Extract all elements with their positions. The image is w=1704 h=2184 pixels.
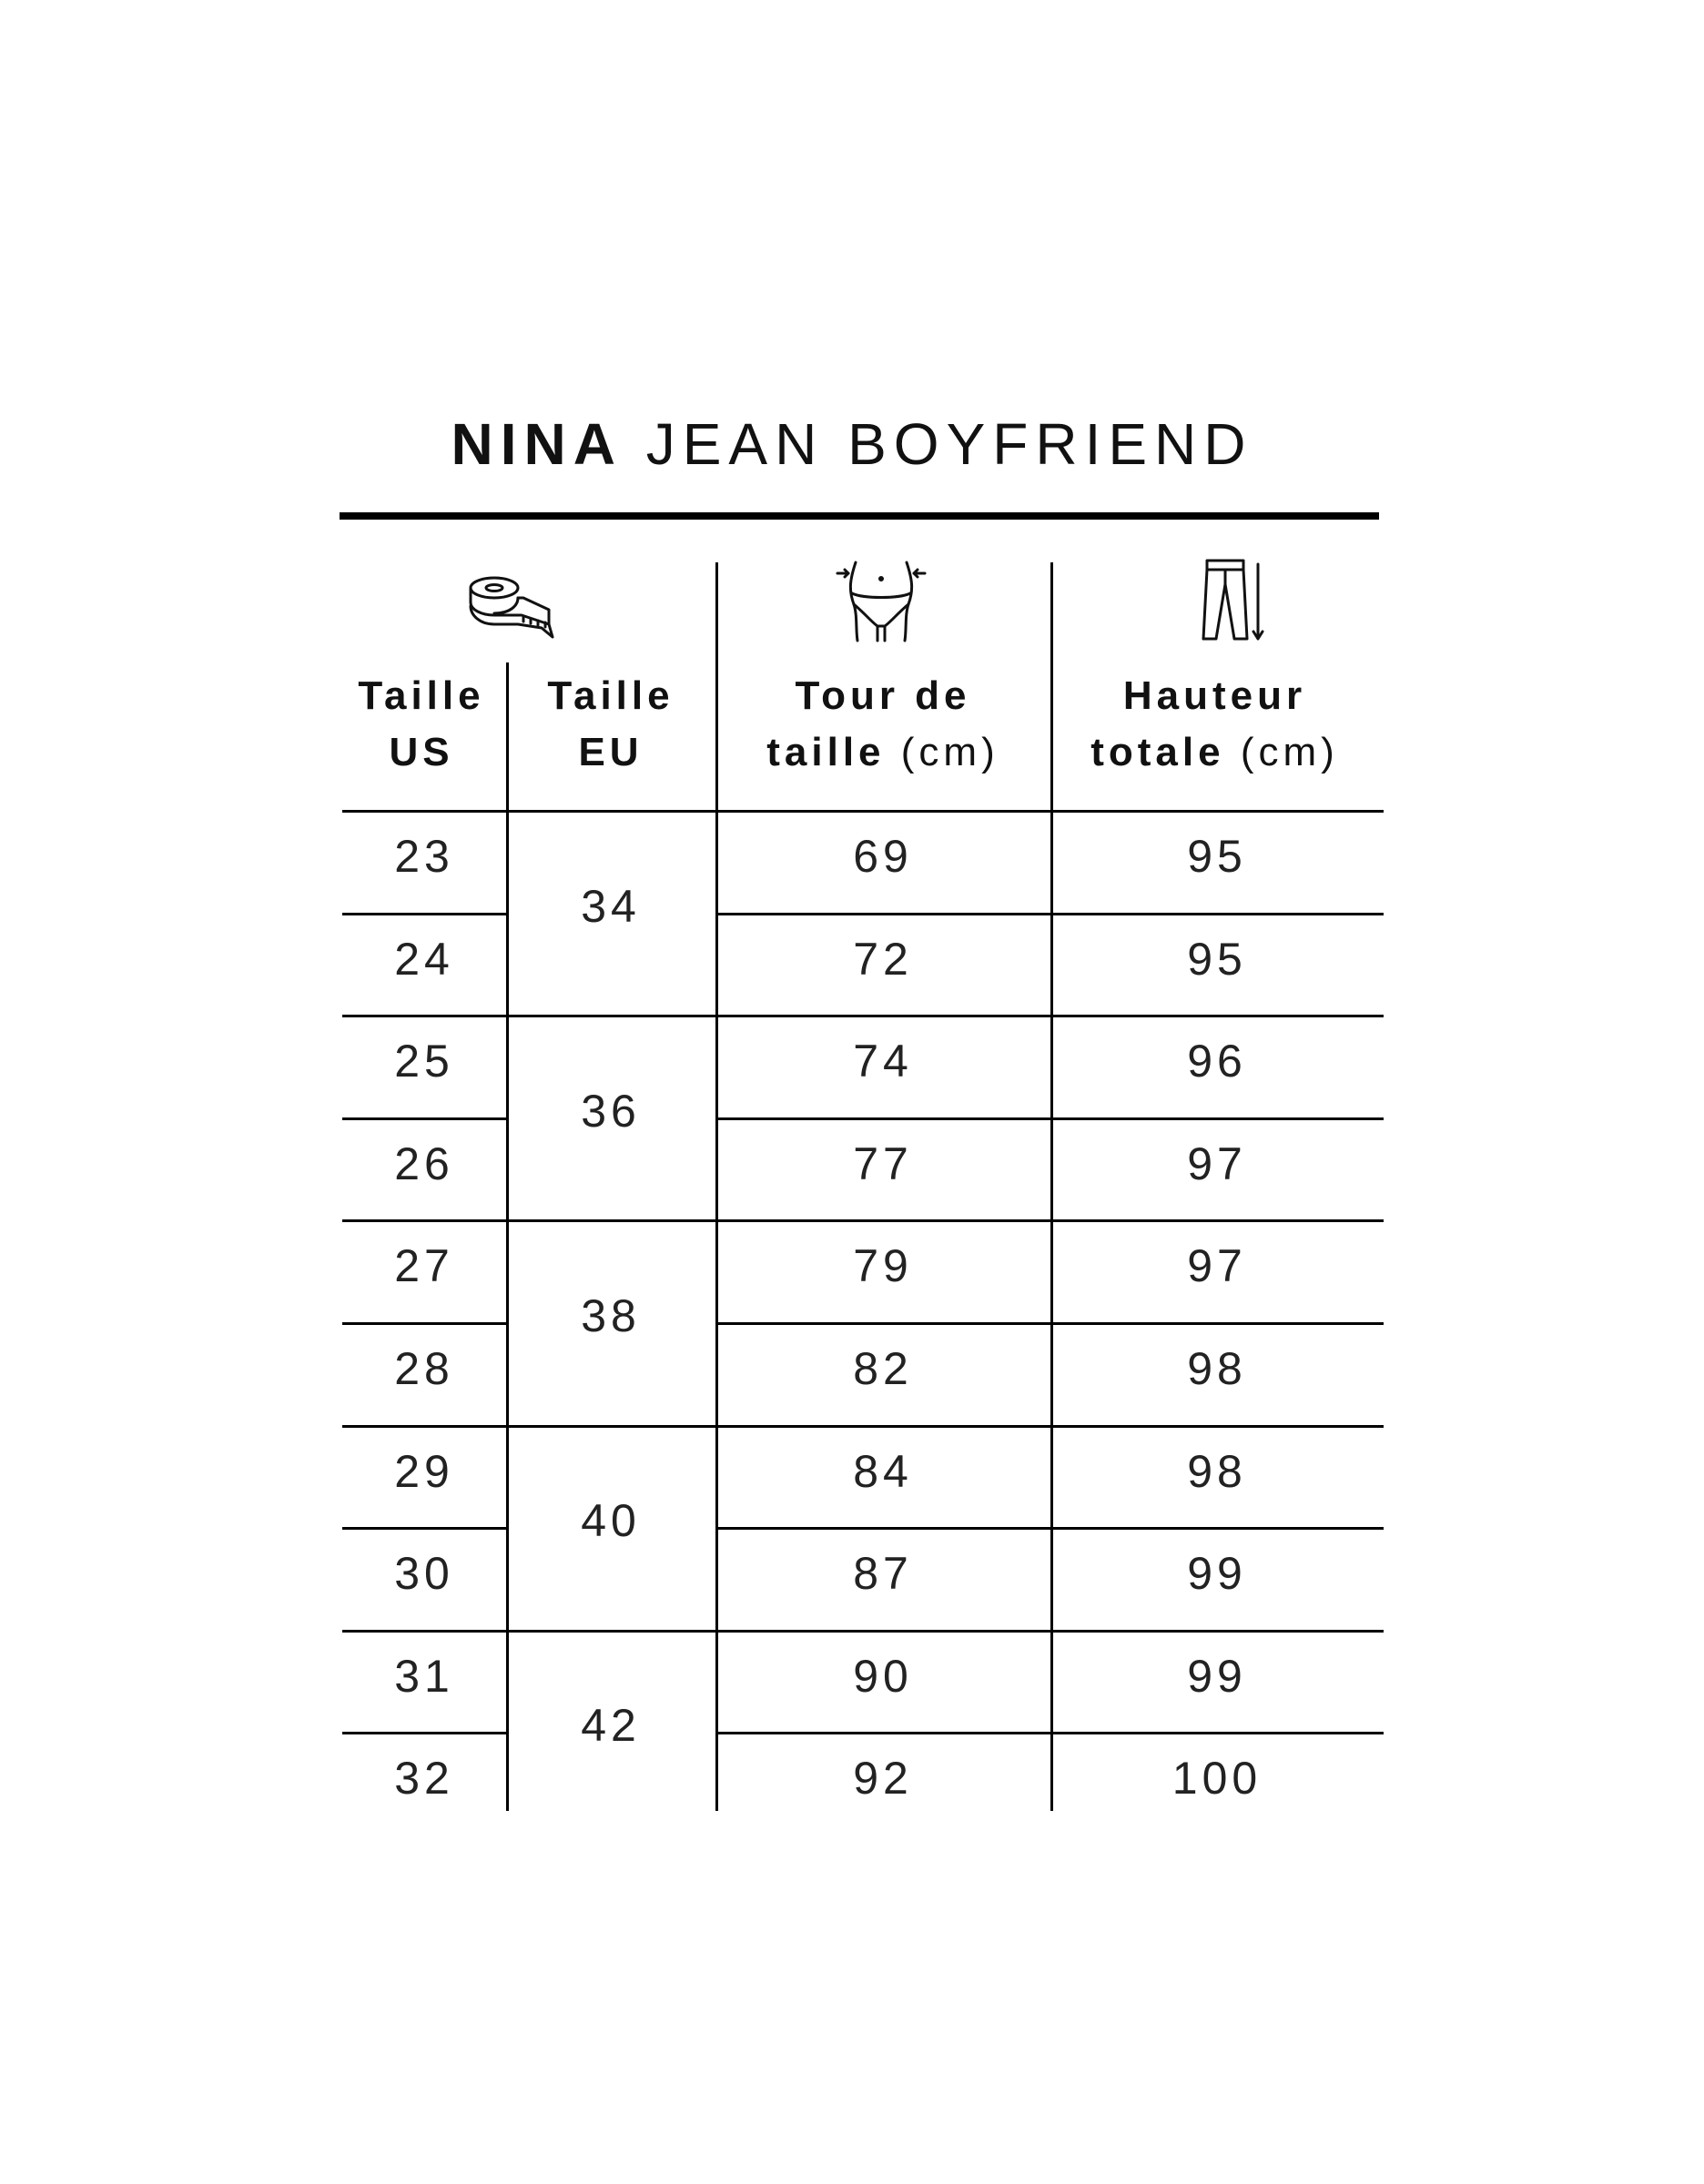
waist-cell: 69 bbox=[853, 831, 913, 882]
row-divider bbox=[342, 1322, 506, 1325]
size-us-cell: 26 bbox=[394, 1138, 454, 1189]
waist-cell: 84 bbox=[853, 1446, 913, 1497]
row-divider bbox=[715, 1322, 1384, 1325]
header-height-line1: Hauteur bbox=[1122, 673, 1307, 718]
size-us-cell: 25 bbox=[394, 1036, 454, 1087]
product-name: JEAN BOYFRIEND bbox=[645, 411, 1253, 477]
header-waist-unit: (cm) bbox=[900, 730, 999, 774]
header-taille-us bbox=[340, 668, 503, 781]
size-eu-cell: 34 bbox=[581, 881, 641, 932]
trousers-length-icon bbox=[1200, 557, 1265, 643]
row-divider bbox=[715, 1527, 1384, 1530]
height-cell: 98 bbox=[1187, 1446, 1247, 1497]
size-us-cell: 30 bbox=[394, 1548, 454, 1599]
height-cell: 99 bbox=[1187, 1548, 1247, 1599]
height-cell: 95 bbox=[1187, 831, 1247, 882]
row-divider bbox=[342, 810, 1384, 813]
row-divider bbox=[342, 1732, 506, 1734]
row-divider bbox=[342, 1630, 1384, 1633]
size-us-cell: 31 bbox=[394, 1651, 454, 1702]
brand-name: NINA bbox=[451, 411, 623, 477]
height-cell: 98 bbox=[1187, 1343, 1247, 1394]
height-cell: 97 bbox=[1187, 1240, 1247, 1291]
header-us-line1: Taille bbox=[358, 673, 485, 718]
header-us-line2: US bbox=[389, 730, 454, 774]
page-title bbox=[340, 408, 1364, 480]
header-eu-line1: Taille bbox=[547, 673, 674, 718]
size-us-cell: 32 bbox=[394, 1753, 454, 1804]
size-eu-cell: 40 bbox=[581, 1495, 641, 1546]
height-cell: 95 bbox=[1187, 934, 1247, 985]
header-tour-de-taille bbox=[715, 668, 1050, 781]
size-us-cell: 29 bbox=[394, 1446, 454, 1497]
waist-cell: 72 bbox=[853, 934, 913, 985]
header-height-unit: (cm) bbox=[1240, 730, 1339, 774]
row-divider bbox=[715, 1732, 1384, 1734]
header-waist-line1: Tour de bbox=[795, 673, 971, 718]
title-divider bbox=[340, 512, 1379, 520]
row-divider bbox=[715, 1117, 1384, 1120]
row-divider bbox=[342, 1527, 506, 1530]
height-cell: 96 bbox=[1187, 1036, 1247, 1087]
waist-cell: 90 bbox=[853, 1651, 913, 1702]
row-divider bbox=[342, 1117, 506, 1120]
size-us-cell: 27 bbox=[394, 1240, 454, 1291]
row-divider bbox=[342, 1219, 1384, 1222]
row-divider bbox=[342, 1425, 1384, 1428]
header-hauteur-totale bbox=[1050, 668, 1379, 781]
measuring-tape-icon bbox=[467, 573, 558, 639]
row-divider bbox=[342, 1015, 1384, 1017]
waist-cell: 79 bbox=[853, 1240, 913, 1291]
height-cell: 99 bbox=[1187, 1651, 1247, 1702]
size-us-cell: 28 bbox=[394, 1343, 454, 1394]
header-eu-line2: EU bbox=[578, 730, 644, 774]
waist-cell: 77 bbox=[853, 1138, 913, 1189]
size-us-cell: 24 bbox=[394, 934, 454, 985]
size-eu-cell: 42 bbox=[581, 1700, 641, 1751]
size-us-cell: 23 bbox=[394, 831, 454, 882]
row-divider bbox=[342, 913, 506, 915]
waist-cell: 74 bbox=[853, 1036, 913, 1087]
header-taille-eu bbox=[506, 668, 715, 781]
header-waist-line2: taille bbox=[766, 730, 886, 774]
height-cell: 100 bbox=[1172, 1753, 1263, 1804]
row-divider bbox=[715, 913, 1384, 915]
waist-cell: 82 bbox=[853, 1343, 913, 1394]
size-eu-cell: 36 bbox=[581, 1086, 641, 1137]
waist-measure-icon bbox=[836, 557, 927, 643]
size-eu-cell: 38 bbox=[581, 1290, 641, 1341]
header-height-line2: totale bbox=[1090, 730, 1225, 774]
height-cell: 97 bbox=[1187, 1138, 1247, 1189]
waist-cell: 87 bbox=[853, 1548, 913, 1599]
column-divider bbox=[506, 662, 509, 1811]
waist-cell: 92 bbox=[853, 1753, 913, 1804]
